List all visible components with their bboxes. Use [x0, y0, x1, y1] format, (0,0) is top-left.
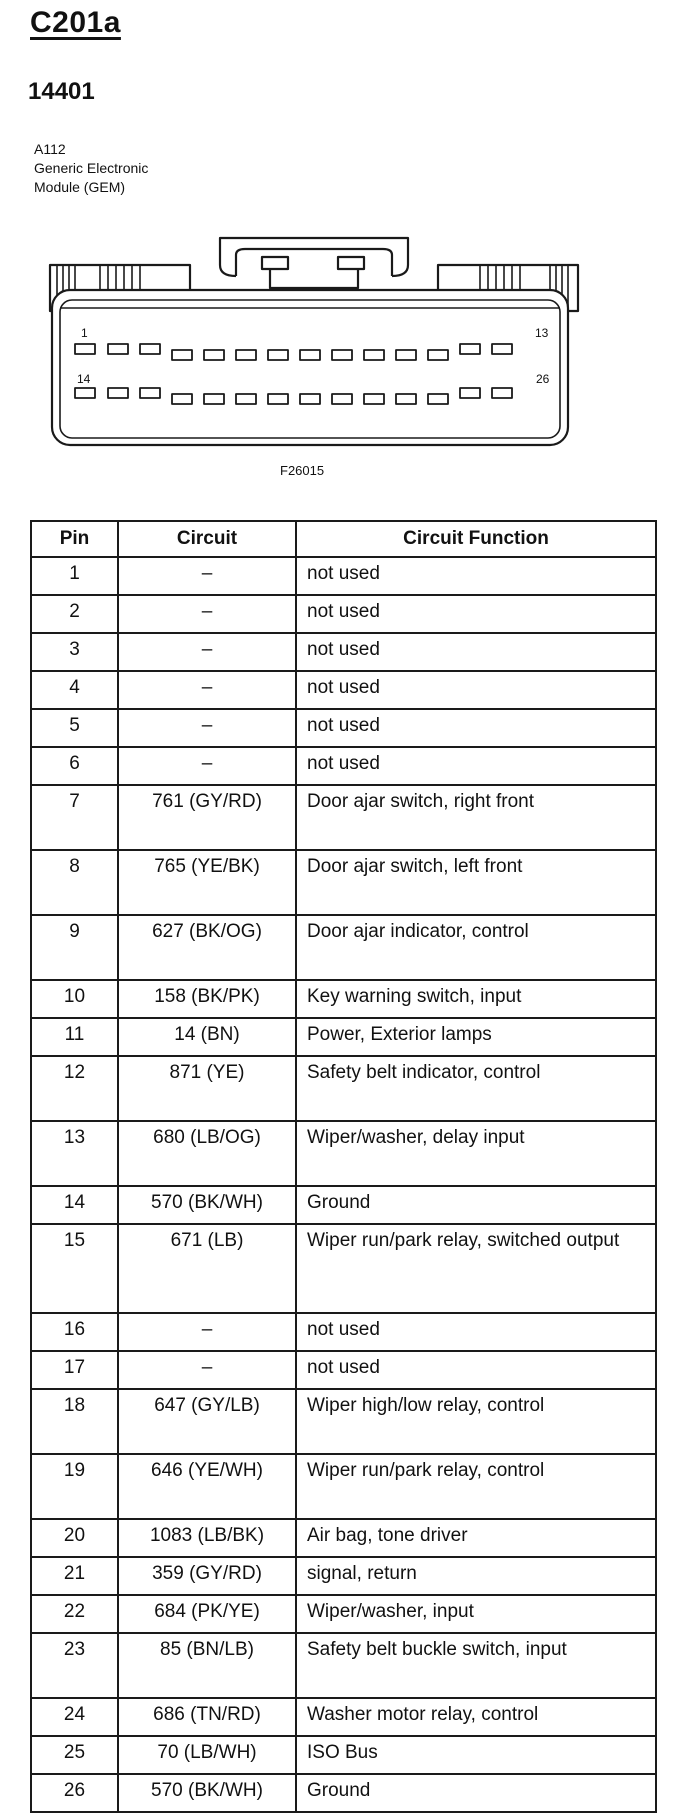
pin-label-14: 14	[77, 372, 91, 386]
function-cell: Door ajar switch, right front	[296, 785, 656, 850]
pin-cell: 16	[31, 1313, 118, 1351]
function-cell: Key warning switch, input	[296, 980, 656, 1018]
table-row	[31, 633, 656, 671]
table-row	[31, 1351, 656, 1389]
pin-cell: 10	[31, 980, 118, 1018]
table-row	[31, 1224, 656, 1313]
function-cell: Wiper run/park relay, control	[296, 1454, 656, 1519]
function-cell: not used	[296, 557, 656, 595]
circuit-cell: 359 (GY/RD)	[118, 1557, 296, 1595]
circuit-cell: 671 (LB)	[118, 1224, 296, 1313]
header-circuit: Circuit	[118, 521, 296, 557]
function-cell: not used	[296, 747, 656, 785]
pin-cell: 19	[31, 1454, 118, 1519]
table-row	[31, 1056, 656, 1121]
pin-cell: 9	[31, 915, 118, 980]
pin-cell: 4	[31, 671, 118, 709]
pin-cell: 7	[31, 785, 118, 850]
circuit-cell: 158 (BK/PK)	[118, 980, 296, 1018]
connector-latch	[220, 238, 408, 265]
function-cell: Wiper high/low relay, control	[296, 1389, 656, 1454]
circuit-cell: 765 (YE/BK)	[118, 850, 296, 915]
function-cell: Safety belt buckle switch, input	[296, 1633, 656, 1698]
function-cell: Wiper run/park relay, switched output	[296, 1224, 656, 1313]
pin-cell: 6	[31, 747, 118, 785]
circuit-cell: 684 (PK/YE)	[118, 1595, 296, 1633]
header-pin: Pin	[31, 521, 118, 557]
function-cell: not used	[296, 1351, 656, 1389]
pin-cell: 11	[31, 1018, 118, 1056]
circuit-cell: 871 (YE)	[118, 1056, 296, 1121]
pin-cell: 17	[31, 1351, 118, 1389]
pin-label-26: 26	[536, 372, 550, 386]
function-cell: ISO Bus	[296, 1736, 656, 1774]
connector-title: C201a	[30, 6, 121, 39]
figure-label: F26015	[280, 463, 325, 478]
function-cell: Door ajar indicator, control	[296, 915, 656, 980]
circuit-cell: –	[118, 633, 296, 671]
table-row	[31, 915, 656, 980]
circuit-cell: –	[118, 1351, 296, 1389]
function-cell: Door ajar switch, left front	[296, 850, 656, 915]
table-row	[31, 1018, 656, 1056]
circuit-cell: 85 (BN/LB)	[118, 1633, 296, 1698]
table-row	[31, 1774, 656, 1812]
circuit-cell: 761 (GY/RD)	[118, 785, 296, 850]
table-row	[31, 1633, 656, 1698]
header-circuit-function: Circuit Function	[296, 521, 656, 557]
pin-cell: 3	[31, 633, 118, 671]
connector-diagram	[40, 230, 580, 455]
function-cell: Safety belt indicator, control	[296, 1056, 656, 1121]
circuit-cell: 647 (GY/LB)	[118, 1389, 296, 1454]
table-row	[31, 1389, 656, 1454]
connector-body	[52, 290, 568, 445]
pin-cell: 23	[31, 1633, 118, 1698]
circuit-cell: 686 (TN/RD)	[118, 1698, 296, 1736]
module-name-line1: Generic Electronic	[34, 160, 149, 176]
table-row	[31, 1454, 656, 1519]
table-row	[31, 595, 656, 633]
pin-cell: 2	[31, 595, 118, 633]
table-row	[31, 1698, 656, 1736]
table-row	[31, 1313, 656, 1351]
pin-cell: 13	[31, 1121, 118, 1186]
pin-cell: 22	[31, 1595, 118, 1633]
pin-cell: 18	[31, 1389, 118, 1454]
table-row	[31, 1595, 656, 1633]
pin-cell: 20	[31, 1519, 118, 1557]
table-row	[31, 1121, 656, 1186]
function-cell: not used	[296, 709, 656, 747]
table-row	[31, 709, 656, 747]
circuit-cell: 627 (BK/OG)	[118, 915, 296, 980]
circuit-cell: –	[118, 671, 296, 709]
function-cell: Wiper/washer, delay input	[296, 1121, 656, 1186]
pin-cell: 24	[31, 1698, 118, 1736]
pin-cell: 1	[31, 557, 118, 595]
pin-cell: 12	[31, 1056, 118, 1121]
table-row	[31, 785, 656, 850]
module-name-line2: Module (GEM)	[34, 179, 126, 195]
circuit-cell: –	[118, 1313, 296, 1351]
module-id: A112	[34, 141, 66, 157]
circuit-cell: 70 (LB/WH)	[118, 1736, 296, 1774]
table-row	[31, 980, 656, 1018]
function-cell: not used	[296, 671, 656, 709]
table-row	[31, 747, 656, 785]
function-cell: Power, Exterior lamps	[296, 1018, 656, 1056]
table-row	[31, 1519, 656, 1557]
circuit-cell: 570 (BK/WH)	[118, 1774, 296, 1812]
circuit-cell: –	[118, 595, 296, 633]
table-row	[31, 671, 656, 709]
table-row	[31, 1557, 656, 1595]
function-cell: Air bag, tone driver	[296, 1519, 656, 1557]
circuit-cell: 646 (YE/WH)	[118, 1454, 296, 1519]
part-number: 14401	[28, 78, 95, 105]
pin-cell: 15	[31, 1224, 118, 1313]
circuit-cell: 570 (BK/WH)	[118, 1186, 296, 1224]
function-cell: Wiper/washer, input	[296, 1595, 656, 1633]
pin-cell: 26	[31, 1774, 118, 1812]
table-header-row	[31, 521, 656, 557]
pin-cell: 25	[31, 1736, 118, 1774]
function-cell: not used	[296, 633, 656, 671]
table-row	[31, 1186, 656, 1224]
circuit-cell: –	[118, 747, 296, 785]
circuit-cell: –	[118, 709, 296, 747]
circuit-cell: 1083 (LB/BK)	[118, 1519, 296, 1557]
module-description	[34, 140, 148, 197]
pin-label-1: 1	[81, 326, 88, 340]
pin-cell: 8	[31, 850, 118, 915]
pin-cell: 5	[31, 709, 118, 747]
function-cell: not used	[296, 1313, 656, 1351]
pin-label-13: 13	[535, 326, 549, 340]
function-cell: Ground	[296, 1186, 656, 1224]
table-row	[31, 557, 656, 595]
circuit-cell: –	[118, 557, 296, 595]
circuit-cell: 680 (LB/OG)	[118, 1121, 296, 1186]
function-cell: not used	[296, 595, 656, 633]
table-row	[31, 850, 656, 915]
function-cell: signal, return	[296, 1557, 656, 1595]
pin-table	[30, 520, 657, 1813]
table-row	[31, 1736, 656, 1774]
function-cell: Washer motor relay, control	[296, 1698, 656, 1736]
pin-cell: 14	[31, 1186, 118, 1224]
pin-cell: 21	[31, 1557, 118, 1595]
function-cell: Ground	[296, 1774, 656, 1812]
circuit-cell: 14 (BN)	[118, 1018, 296, 1056]
